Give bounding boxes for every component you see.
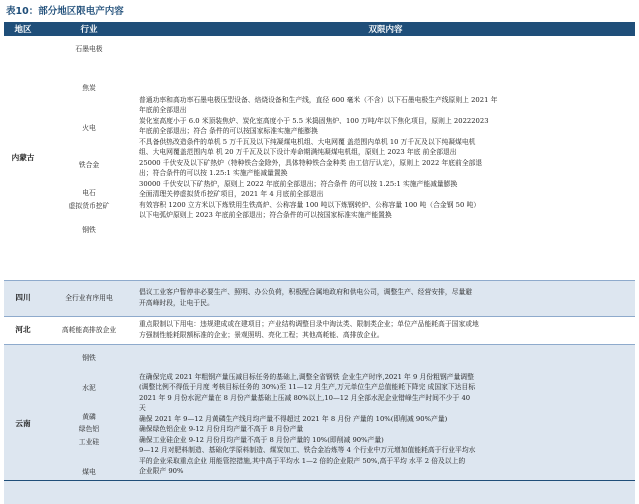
content-line: 倡议工业客户暂停非必要生产、照明、办公负荷，积极配合属地政府和供电公司，调整生产、经营安排，尽量避	[139, 288, 473, 297]
content-line: 不具备供热改造条件的单机 5 万千瓦及以下纯凝煤电机组、大电网覆 盖范围内单机 10 万千瓦及以下纯凝煤电机	[139, 137, 476, 146]
content-line: 全面清理关停虚拟货币挖矿项目，2021 年 4 月底前全部退出	[139, 190, 324, 199]
industry-item: 石墨电极	[75, 45, 103, 53]
content-line: 在确保完成 2021 年粗钢产量压减目标任务的基础上,调整全省钢铁 企业生产时序,2021 年 9 月份粗钢产量调整	[139, 372, 474, 381]
industry-item: 水泥	[82, 384, 96, 393]
region-cell: 内蒙古	[4, 36, 42, 280]
industry-item: 绿色铝	[78, 425, 100, 434]
content-line: 确保绿色铝企业 9-12 月份月均产量不高于 8 月份产量	[139, 425, 304, 434]
content-line: 重点限制以下用电：违规建成或在建项目；产业结构调整目录中淘汰类、限制类企业；单位产品能耗高于国家或地	[139, 320, 479, 329]
bottom-rule	[4, 480, 635, 481]
content-line: 2021 年 9 月份水泥产量在 8 月份产量基础上压减 80%以上,10—12 月全部水泥企业错峰生产时间不少于 40	[139, 393, 471, 402]
content-line: 方强制性能耗限额标准的企业；景观照明、亮化工程；其他高耗能、高排放企业。	[139, 331, 384, 339]
industry-item: 电石	[82, 189, 96, 198]
industry-cell	[42, 36, 136, 280]
region-cell: 四川	[4, 280, 42, 316]
content-line: 普通功率和高功率石墨电极压型设备、焙烧设备和生产线，直径 600 毫米（不含）以下石墨电极生产线原则上 2021 年	[139, 95, 498, 104]
content-line: 9—12 月对肥料制造、基础化学原料制造、煤炭加工、铁合金冶炼等 4 个行业中万元增加值能耗高于行业平均水	[139, 446, 476, 455]
content-cell	[136, 280, 635, 316]
industry-cell	[42, 280, 136, 316]
industry-item: 黄磷	[82, 412, 96, 421]
industry-item: 铁合金	[78, 160, 100, 169]
header-industry: 行业	[42, 22, 136, 36]
region-cell: 河北	[4, 316, 42, 344]
content-line: 确保 2021 年 9—12 月黄磷生产线月均产量不得超过 2021 年 8 月份 产量的 10%(即削减 90%产量)	[139, 414, 448, 423]
industry-item: 煤电	[82, 468, 96, 477]
industry-item: 高耗能高排放企业	[61, 325, 117, 334]
region-cell: 云南	[4, 344, 42, 504]
content-line: 企业限产 90%	[139, 467, 184, 476]
content-cell	[136, 36, 635, 280]
restriction-table	[4, 22, 635, 504]
content-line: 炭化室高度小于 6.0 米顶装焦炉、炭化室高度小于 5.5 米捣固焦炉、100 万吨/年以下焦化项目，原则上 20222023	[139, 116, 489, 125]
industry-item: 火电	[82, 124, 96, 133]
header-row	[4, 22, 635, 36]
table-row	[4, 316, 635, 344]
content-line: 确保工业硅企业 9-12 月份月均产量不高于 8 月份产量的 10%(即削减 90%产量)	[139, 435, 384, 444]
content-line: 25000 千伏安及以下矿热炉（特种铁合金除外，具体特种铁合金种类 由工信厅认定），原则上 2022 年底前全部退	[139, 158, 483, 167]
content-line: 出；符合条件的可以按 1.25:1 实施产能减量置换	[139, 169, 288, 178]
content-line: 开高峰时段，让电于民。	[139, 299, 214, 307]
header-region: 地区	[4, 22, 42, 36]
industry-item: 全行业有序用电	[65, 293, 113, 302]
content-line: (调整比例不得低于月度 考核目标任务的 30%)至 11—12 月生产,万元单位生产总值能耗下降完 成国家下达目标	[139, 383, 476, 392]
industry-item: 钢铁	[82, 353, 96, 362]
content-line: 年底前全部退出；符合 条件的可以按国家标准实施产能膨换	[139, 127, 318, 136]
table-row	[4, 36, 635, 280]
table-title: 表10：部分地区限电产内容	[6, 6, 124, 17]
content-cell	[136, 316, 635, 344]
industry-item: 虚拟货币挖矿	[68, 201, 110, 210]
header-content: 双限内容	[136, 22, 635, 36]
content-line: 以下电弧炉原则上 2023 年底前全部退出；符合条件的可以按国家标准实施产能置换	[139, 211, 392, 220]
table-row	[4, 280, 635, 316]
content-line: 天	[139, 404, 146, 413]
content-line: 平的企业采取重点企业 用能管控措施,其中高于平均水 1—2 倍的企业限产 50%,高于平均 水平 2 倍及以上的	[139, 456, 466, 465]
industry-item: 钢铁	[82, 226, 96, 235]
industry-item: 工业硅	[78, 437, 100, 446]
content-line: 30000 千伏安以下矿热炉，原则上 2022 年底前全部退出；符合条件 的可以按 1.25:1 实施产能减量膨换	[139, 179, 458, 188]
content-line: 有效容积 1200 立方米以下炼铁用生铁高炉、公称容量 100 吨以下炼钢转炉、公称容量 100 吨（合金钢 50 吨）	[139, 200, 481, 209]
content-line: 组、大电网覆盖范围内单 机 20 万千瓦及以下设计寿命期满纯凝煤电机组，原则上 2023 年底 前全部退出	[139, 148, 457, 157]
industry-cell	[42, 316, 136, 344]
industry-item: 焦炭	[82, 83, 96, 92]
content-line: 年底前全部退出	[139, 106, 187, 115]
